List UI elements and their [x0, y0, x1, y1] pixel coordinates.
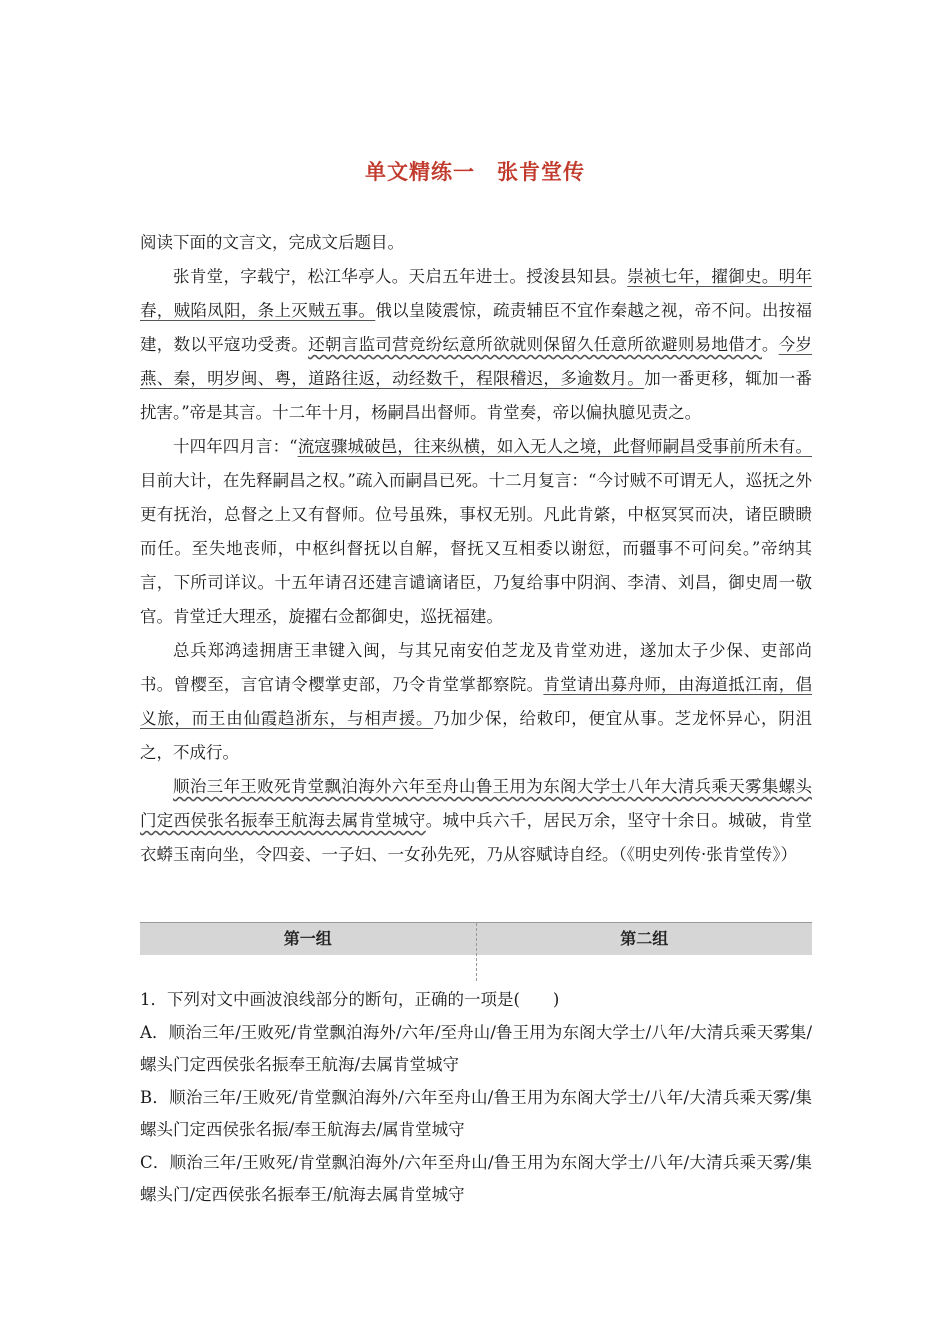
- para3-text-a: 总兵郑鸿逵拥唐王聿键入闽，与其兄南安伯芝龙及肯堂劝进，遂加太子少保、吏部尚书。曾樱至，言官请令樱掌吏部，乃令肯堂掌都察院。: [140, 641, 812, 694]
- option-a: A．顺治三年/王败死/肯堂飘泊海外/六年/至舟山/鲁王用为东阁大学士/八年/大清兵乘天雾集/螺头门定西侯张名振奉王航海/去属肯堂城守: [140, 1022, 812, 1074]
- para2-text-a: 十四年四月言：“: [173, 437, 298, 456]
- title-part-2: 张肯堂传: [497, 160, 585, 184]
- passage-paragraph-4: [140, 770, 812, 872]
- wavy-sentence-1: 还朝言监司营竞纷纭意所欲就则保留久任意所欲避则易地借才: [308, 335, 762, 354]
- title-part-1: 单文精练一: [365, 160, 475, 184]
- tab-group-1[interactable]: 第一组: [283, 929, 332, 948]
- reading-passage: [140, 226, 812, 872]
- passage-intro: 阅读下面的文言文，完成文后题目。: [140, 233, 404, 252]
- tab-group-2[interactable]: 第二组: [620, 929, 669, 948]
- page-title: [0, 156, 950, 186]
- wavy-sentence-2: 顺治三年王败死肯堂飘泊海外六年至舟山鲁王用为东阁大学士八年大清兵乘天雾集螺头门定西侯张名振奉王航海去属肯堂城守: [140, 777, 812, 830]
- option-b: B．顺治三年/王败死/肯堂飘泊海外/六年至舟山/鲁王用为东阁大学士/八年/大清兵乘天雾/集螺头门定西侯张名振/奉王航海去/属肯堂城守: [140, 1087, 812, 1139]
- para1-text-d: 加一番更移，辄加一番扰害。”帝是其言。十二年十月，杨嗣昌出督师。肯堂奏，帝以偏执臆见责之。: [140, 369, 813, 422]
- para1-text-c: 。: [761, 335, 779, 354]
- question-1: [140, 984, 812, 1212]
- para1-text-a: 张肯堂，字载宁，松江华亭人。天启五年进士。授浚县知县。: [173, 267, 628, 286]
- underlined-sentence-2: 今岁燕、秦，明岁闽、粤，道路往返，动经数千，程限稽迟，多逾数月。: [140, 335, 813, 388]
- passage-paragraph-3: [140, 634, 812, 770]
- para3-text-b: 乃加少保，给敕印，便宜从事。芝龙怀异心，阴沮之，不成行。: [140, 709, 812, 762]
- para4-text-a: 。城中兵六千，居民万余，坚守十余日。城破，肯堂衣蟒玉南向坐，令四妾、一子妇、一女孙先死，乃从容赋诗自经。（《明史列传·张肯堂传》）: [140, 811, 813, 864]
- passage-paragraph-1: [140, 260, 812, 430]
- option-c: C．顺治三年/王败死/肯堂飘泊海外/六年至舟山/鲁王用为东阁大学士/八年/大清兵乘天雾/集螺头门/定西侯张名振奉王/航海去属肯堂城守: [140, 1152, 812, 1204]
- underlined-sentence-4: 肯堂请出募舟师，由海道抵江南，倡义旅，而王由仙霞趋浙东，与相声援。: [140, 675, 813, 728]
- passage-paragraph-2: [140, 430, 812, 634]
- para2-text-b: 目前大计，在先释嗣昌之权。”疏入而嗣昌已死。十二月复言：“今讨贼不可谓无人，巡抚之外更有抚治，总督之上又有督师。位号虽殊，事权无别。凡此肯綮，中枢冥冥而决，诸臣瞆瞆而任。至失地丧师，中枢纠督抚以自解，督抚又互相委以谢愆，而疆事不可问矣。”帝纳其言，下所司详议。十五年请召还建言谴谪诸臣，乃复给事中阴润、李清、刘昌，御史周一敬官。肯堂迁大理丞，旋擢右佥都御史，巡抚福建。: [140, 471, 812, 626]
- underlined-sentence-1: 崇祯七年，擢御史。明年春，贼陷凤阳，条上灭贼五事。: [140, 267, 813, 320]
- question-stem: 1．下列对文中画波浪线部分的断句，正确的一项是( ): [140, 990, 560, 1009]
- group-tab-bar: [140, 922, 812, 955]
- underlined-sentence-3: 流寇骤城破邑，往来纵横，如入无人之境，此督师嗣昌受事前所未有。: [297, 437, 812, 456]
- para1-text-b: 俄以皇陵震惊，疏责辅臣不宜作秦越之视，帝不问。出按福建，数以平寇功受赉。: [140, 301, 813, 354]
